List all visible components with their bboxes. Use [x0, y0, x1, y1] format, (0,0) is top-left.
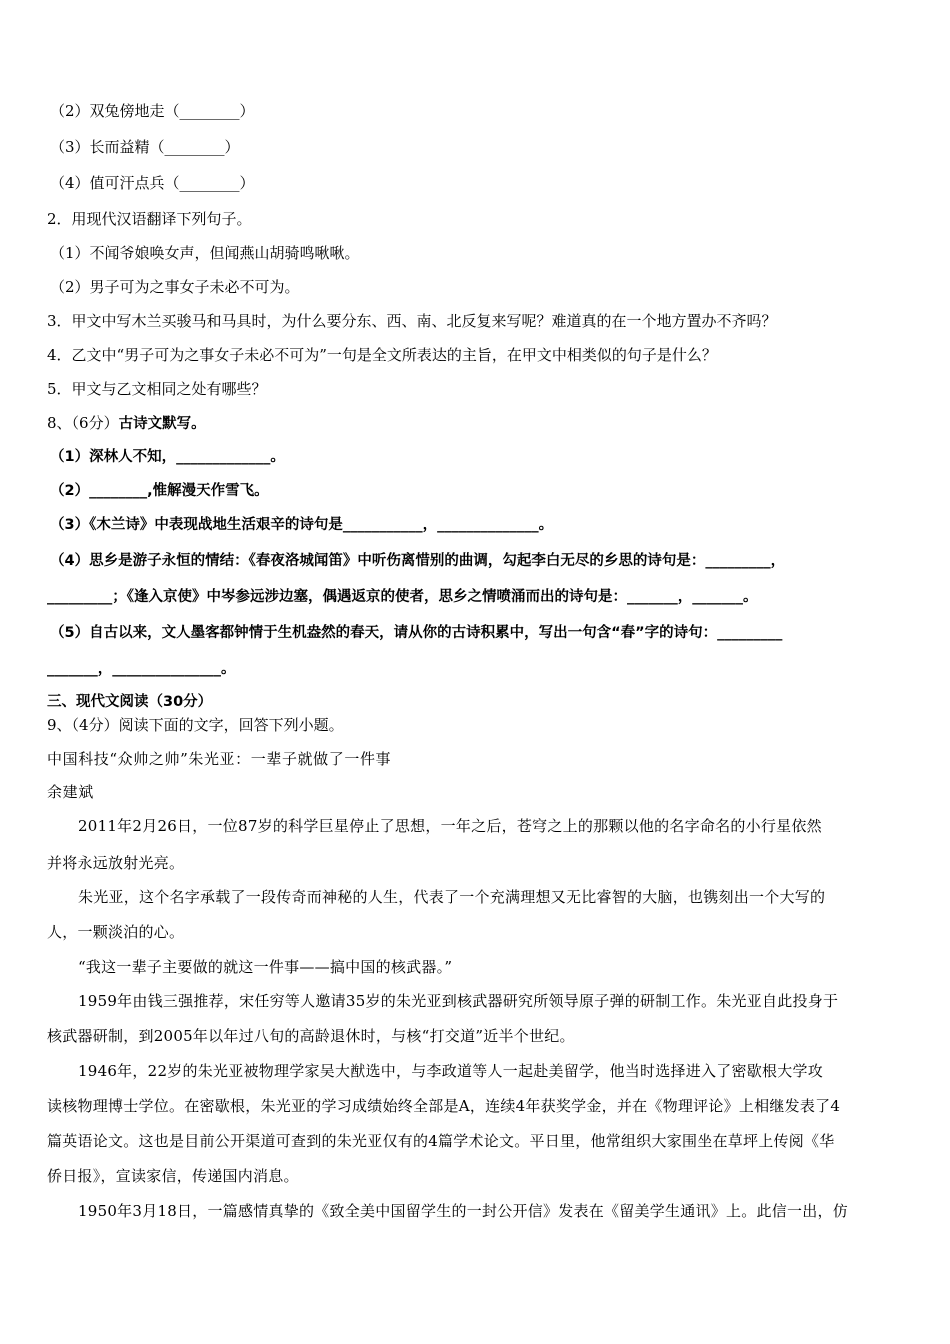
paragraph-line: 1959年由钱三强推荐，宋任穷等人邀请35岁的朱光亚到核武器研究所领导原子弹的研制工作。朱光亚自此投身于 — [78, 992, 839, 1010]
dictation-item-4: （4）思乡是游子永恒的情结：《春夜洛城闻笛》中听伤离惜别的曲调，勾起李白无尽的乡思的诗句是：_________， — [50, 553, 786, 569]
paragraph-line: 并将永远放射光亮。 — [47, 854, 185, 872]
question-8-title: 古诗文默写。 — [118, 416, 206, 432]
dictation-item-2: （2）________,惟解漫天作雪飞。 — [50, 483, 269, 499]
sub-question-4: （4）值可汗点兵（________） — [50, 174, 255, 192]
dictation-item-4-cont: _________；《逢入京使》中岑参远涉边塞，偶遇返京的使者，思乡之情喷涌而出的诗句是：_______，_______。 — [47, 589, 758, 605]
paragraph-line: 核武器研制，到2005年以年过八旬的高龄退休时，与核“打交道”近半个世纪。 — [47, 1027, 575, 1045]
question-9: 9、（4分）阅读下面的文字，回答下列小题。 — [47, 716, 344, 734]
paragraph-line: 1946年，22岁的朱光亚被物理学家吴大猷选中，与李政道等人一起赴美留学，他当时选择进入了密歇根大学攻 — [78, 1062, 824, 1080]
paragraph-line: 侨日报》，宣读家信，传递国内消息。 — [47, 1167, 299, 1185]
translate-sentence-2: （2）男子可为之事女子未必不可为。 — [50, 278, 300, 296]
article-title: 中国科技“众帅之帅”朱光亚：一辈子就做了一件事 — [47, 750, 392, 768]
question-8 — [47, 413, 206, 434]
sub-question-3: （3）长而益精（________） — [50, 138, 240, 156]
dictation-item-5-cont: _______，_______________。 — [47, 661, 236, 677]
sub-question-2: （2）双兔傍地走（________） — [50, 102, 255, 120]
paragraph-line: “我这一辈子主要做的就这一件事——搞中国的核武器。” — [78, 958, 453, 976]
dictation-item-5: （5）自古以来，文人墨客都钟情于生机盎然的春天，请从你的古诗积累中，写出一句含“春”字的诗句：_________ — [50, 625, 783, 641]
paragraph-line: 2011年2月26日，一位87岁的科学巨星停止了思想，一年之后，苍穹之上的那颗以他的名字命名的小行星依然 — [78, 817, 822, 835]
paragraph-line: 读核物理博士学位。在密歇根，朱光亚的学习成绩始终全部是A，连续4年获奖学金，并在《物理评论》上相继发表了4 — [47, 1097, 841, 1115]
section-title: 三、现代文阅读（30分） — [47, 694, 213, 710]
translate-sentence-1: （1）不闻爷娘唤女声，但闻燕山胡骑鸣啾啾。 — [50, 244, 360, 262]
article-author: 余建斌 — [47, 783, 94, 801]
paragraph-line: 朱光亚，这个名字承载了一段传奇而神秘的人生，代表了一个充满理想又无比睿智的大脑，也镌刻出一个大写的 — [78, 888, 826, 906]
paragraph-line: 人，一颗淡泊的心。 — [47, 923, 185, 941]
question-3: 3．甲文中写木兰买骏马和马具时，为什么要分东、西、南、北反复来写呢？难道真的在一个地方置办不齐吗？ — [47, 312, 777, 330]
dictation-item-3: （3）《木兰诗》中表现战地生活艰辛的诗句是___________，______________。 — [50, 517, 554, 533]
question-8-prefix: 8、（6分） — [47, 414, 119, 432]
paragraph-line: 1950年3月18日，一篇感情真挚的《致全美中国留学生的一封公开信》发表在《留美学生通讯》上。此信一出，仿 — [78, 1202, 849, 1220]
question-4: 4．乙文中“男子可为之事女子未必不可为”一句是全文所表达的主旨，在甲文中相类似的句子是什么？ — [47, 346, 717, 364]
question-5: 5．甲文与乙文相同之处有哪些？ — [47, 380, 267, 398]
question-2: 2．用现代汉语翻译下列句子。 — [47, 210, 252, 228]
dictation-item-1: （1）深林人不知，_____________。 — [50, 449, 285, 465]
paragraph-line: 篇英语论文。这也是目前公开渠道可查到的朱光亚仅有的4篇学术论文。平日里，他常组织大家围坐在草坪上传阅《华 — [47, 1132, 835, 1150]
